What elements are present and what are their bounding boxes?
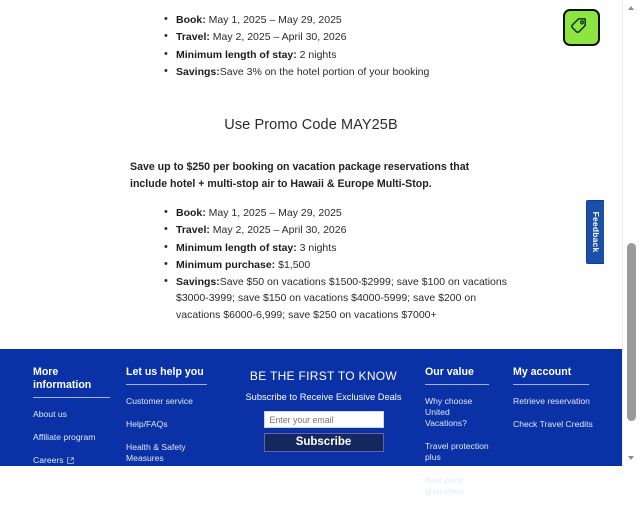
email-field[interactable]	[264, 411, 384, 428]
deal-term-label: Book:	[176, 14, 206, 26]
footer-column-heading: More information	[33, 366, 92, 391]
footer-link-affiliate-program[interactable]: Affiliate program	[33, 432, 96, 442]
footer-link-careers-label: Careers	[33, 455, 64, 465]
footer-link-health-safety-measures[interactable]: Health & Safety Measures	[126, 442, 186, 463]
footer-link-retrieve-reservation[interactable]: Retrieve reservation	[513, 396, 590, 406]
footer-link-best-price-guarantee[interactable]: Best price guarantee	[425, 475, 464, 496]
deal-term-label: Minimum length of stay:	[176, 241, 297, 254]
deal-term-label: Travel:	[176, 224, 210, 237]
divider	[33, 397, 110, 398]
scroll-up-arrow-icon[interactable]	[623, 0, 640, 17]
deal-term-value: 2 nights	[296, 48, 337, 61]
deal-term-value: May 2, 2025 – April 30, 2026	[209, 31, 347, 44]
footer-link-about-us[interactable]: About us	[33, 409, 67, 419]
deal-term-value: $1,500	[275, 258, 311, 271]
external-link-icon	[67, 456, 74, 467]
scroll-down-arrow-icon[interactable]	[623, 449, 640, 466]
footer-column-heading: Let us help you	[126, 366, 204, 378]
promo-description: Save up to $250 per booking on vacation package reservations that include hotel + multi-stop air to Hawaii & Europe Multi-Stop.	[130, 161, 470, 190]
footer-link-customer-service[interactable]: Customer service	[126, 396, 193, 406]
list-item	[176, 64, 596, 80]
deal-term-value: May 2, 2025 – April 30, 2026	[209, 224, 347, 237]
footer-column-more-information	[33, 366, 110, 479]
list-item	[176, 257, 516, 273]
deal-term-label: Travel:	[176, 31, 210, 44]
promo-code-heading: Use Promo Code MAY25B	[224, 117, 398, 133]
deal-term-value: 3 nights	[296, 241, 337, 254]
deal-terms-list-two	[158, 205, 516, 324]
subscribe-button[interactable]: Subscribe	[264, 433, 384, 452]
tag-icon-glyph	[570, 16, 589, 35]
deal-term-value: Save $50 on vacations $1500-$2999; save $100 on vacations $3000-3999; save $150 on vacations $4000-5999; save $200 on vacations $6000-6,999; save $250 on vacations $7000+	[176, 276, 507, 321]
feedback-tab[interactable]	[586, 200, 604, 264]
site-footer	[0, 349, 622, 496]
deal-term-label: Minimum length of stay:	[176, 48, 297, 61]
footer-column-let-us-help-you	[126, 366, 209, 476]
deal-term-value: Save 3% on the hotel portion of your booking	[219, 65, 430, 78]
newsletter-heading: BE THE FIRST TO KNOW	[249, 369, 398, 383]
deal-term-value: May 1, 2025 – May 29, 2025	[205, 207, 342, 219]
deal-term-label: Minimum purchase:	[176, 258, 276, 271]
list-item	[176, 12, 596, 28]
divider	[513, 384, 589, 385]
deal-terms-list-one	[158, 12, 596, 81]
newsletter-subscribe-block	[232, 369, 415, 452]
feedback-tab-label: Feedback	[590, 211, 601, 253]
footer-column-our-value	[425, 366, 493, 509]
deal-term-label: Savings:	[176, 276, 220, 289]
newsletter-subheading: Subscribe to Receive Exclusive Deals	[245, 392, 402, 402]
scroll-down-arrow-glyph	[628, 456, 634, 460]
list-item	[176, 205, 516, 221]
deal-term-label: Book:	[176, 207, 206, 219]
divider	[126, 384, 207, 385]
list-item	[176, 222, 516, 238]
vertical-scrollbar[interactable]	[622, 0, 640, 466]
list-item	[176, 240, 516, 256]
list-item	[176, 29, 596, 45]
footer-link-travel-protection-plus[interactable]: Travel protection plus	[425, 441, 489, 462]
divider	[425, 384, 489, 385]
footer-column-heading: My account	[513, 366, 572, 378]
footer-link-check-travel-credits[interactable]: Check Travel Credits	[513, 419, 593, 429]
footer-link-why-choose-united-vacations[interactable]: Why choose United Vacations?	[425, 396, 473, 428]
list-item	[176, 47, 596, 63]
scrollbar-thumb[interactable]	[627, 243, 636, 421]
scroll-up-arrow-glyph	[628, 6, 634, 10]
list-item	[176, 274, 516, 323]
footer-column-my-account	[513, 366, 593, 442]
deal-term-label: Savings:	[176, 65, 220, 78]
tag-icon[interactable]	[563, 9, 600, 46]
footer-column-heading: Our value	[425, 366, 474, 378]
deal-term-value: May 1, 2025 – May 29, 2025	[205, 14, 342, 26]
footer-link-help-faqs[interactable]: Help/FAQs	[126, 419, 168, 429]
footer-link-careers[interactable]	[33, 455, 110, 467]
